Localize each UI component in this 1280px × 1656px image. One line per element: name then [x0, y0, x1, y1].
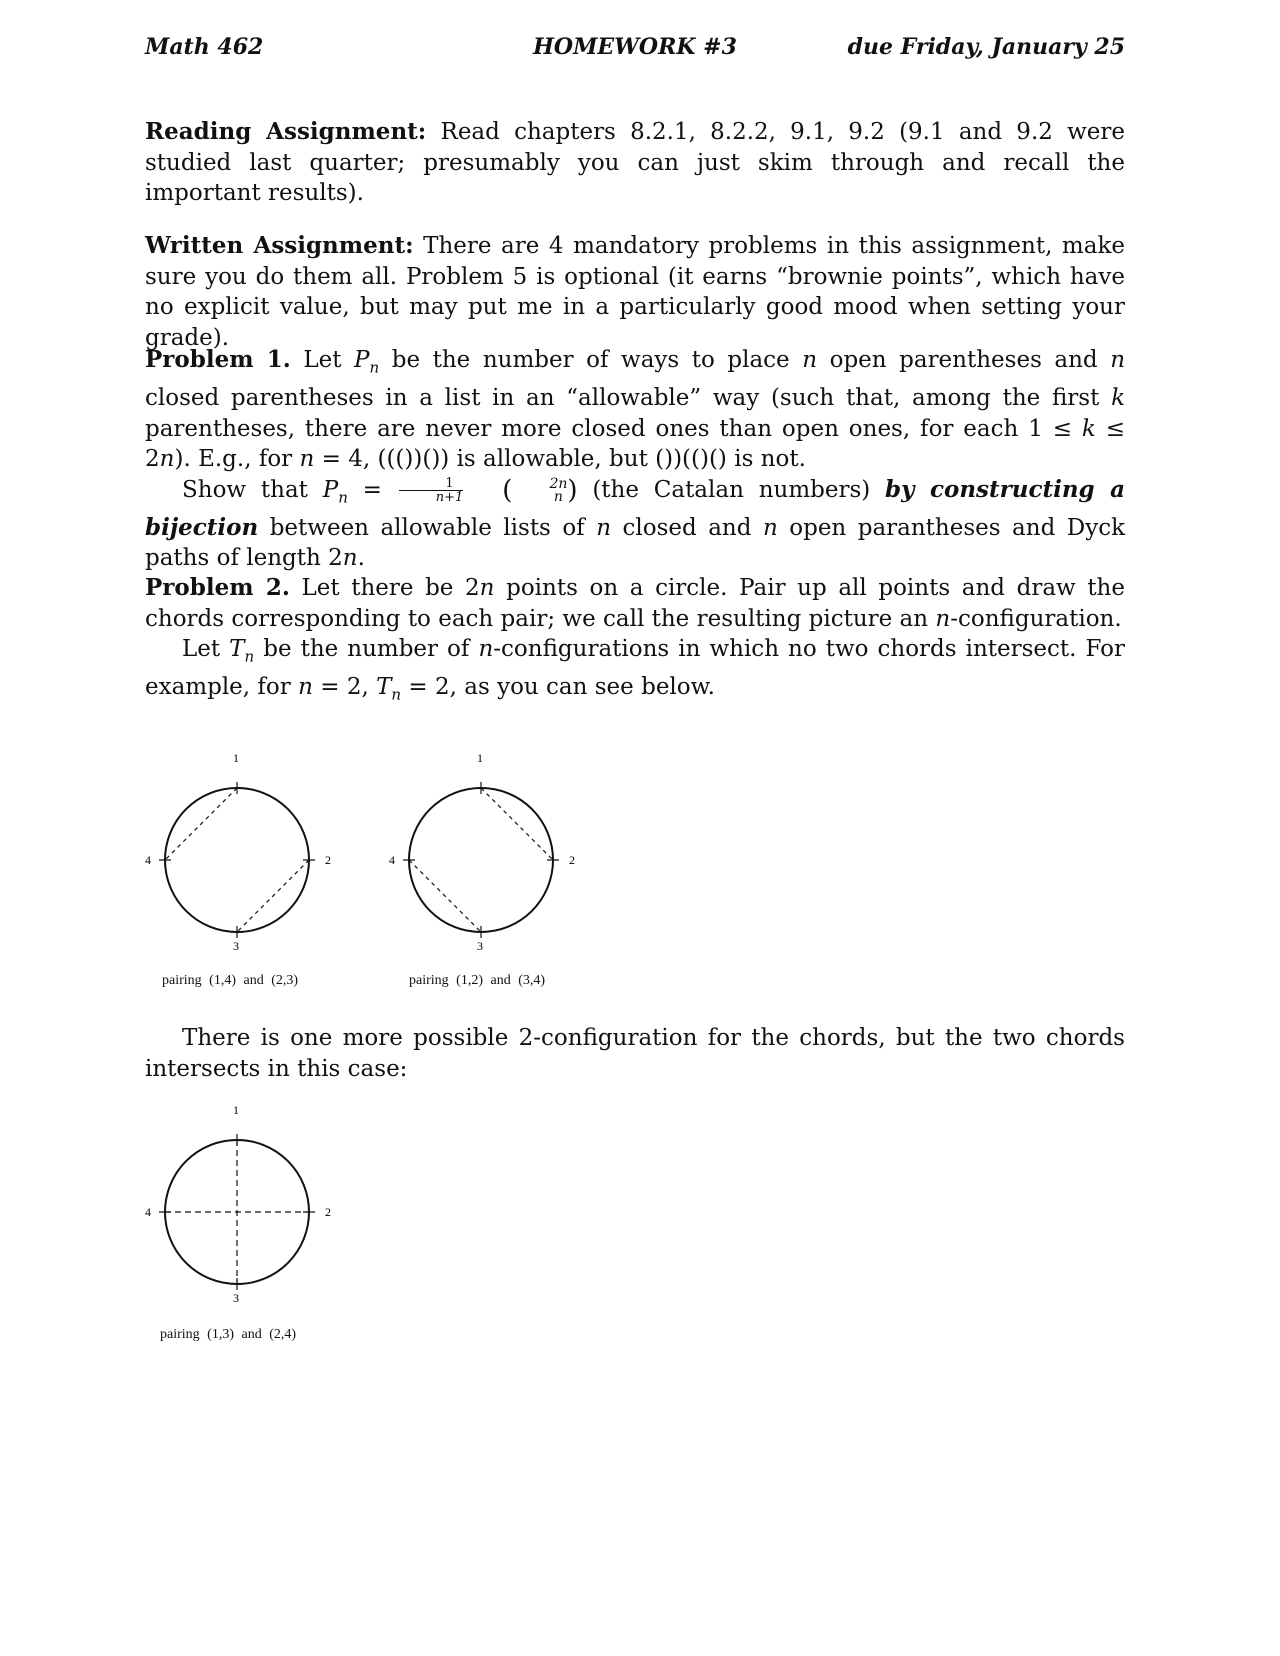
problem-2: Problem 2. Let there be 2n points on a circle. Pair up all points and draw the chords corresponding to each pair; we call the resulting picture an n-configuration. Let $T_n$ be the number of n-configurations in which no two chords intersect. For example, for n = 2, $T_n = 2$, as you can see below.	[145, 573, 1125, 710]
assignment-title: HOMEWORK #3	[533, 34, 737, 60]
configuration-figure-2	[389, 748, 589, 953]
problem-1: Problem 1. Let $P_n$ be the number of ways to place n open parentheses and n closed parentheses in a list in an “allowable” way (such that, among the first k parentheses, there are never more closed ones than open ones, for each 1 ≤ k ≤ 2n). E.g., for n = 4, ((())()) is allowable, but ())(()() is not. Show that $P_n$ = $\frac{1}{n+1}$ ( 2n n ) (the Catalan numbers) by constructing a bijection between allowable lists of n closed and n open parantheses and Dyck paths of length 2n.	[145, 345, 1125, 574]
point-label-2: 2	[569, 853, 575, 867]
written-text: There are 4 mandatory problems in this assignment, make sure you do them all. Problem 5 is optional (it earns “brownie points”, which have no explicit value, but may put me in a particularly good mood when setting your grade).	[145, 233, 1125, 351]
caption-figure-2: pairing (1,2) and (3,4)	[409, 973, 546, 988]
point-label-4: 4	[145, 1205, 151, 1219]
problem-2-heading: Problem 2.	[145, 574, 290, 601]
written-assignment	[145, 231, 1125, 353]
binomial-coefficient: ( 2n n )	[502, 475, 578, 506]
point-label-3: 3	[233, 939, 239, 953]
point-label-2: 2	[325, 853, 331, 867]
circle	[409, 788, 553, 932]
problem-2-continued: There is one more possible 2-configuration for the chords, but the two chords intersects in this case:	[145, 1025, 1125, 1082]
problem-1-heading: Problem 1.	[145, 346, 291, 373]
point-ticks	[403, 782, 559, 938]
point-label-1: 1	[477, 751, 483, 765]
problem-2-definition: Let $T_n$ be the number of n-configurations in which no two chords intersect. For example, for n = 2, $T_n = 2$, as you can see below.	[145, 636, 1126, 704]
due-date: due Friday, January 25	[847, 34, 1125, 60]
configuration-figure-3	[145, 1100, 345, 1310]
point-ticks	[159, 782, 315, 938]
emphasis-bijection: by constructing a bijection	[145, 475, 1126, 541]
point-label-4: 4	[145, 853, 151, 867]
point-label-4: 4	[389, 853, 395, 867]
point-label-1: 1	[233, 1103, 239, 1117]
written-heading: Written Assignment:	[145, 232, 414, 259]
point-label-1: 1	[233, 751, 239, 765]
course-name: Math 462	[145, 34, 264, 60]
caption-figure-3: pairing (1,3) and (2,4)	[160, 1327, 297, 1342]
reading-text: Read chapters 8.2.1, 8.2.2, 9.1, 9.2 (9.1 and 9.2 were studied last quarter; presumably you can just skim through and recall the important results).	[145, 119, 1126, 206]
page-header	[145, 34, 1125, 70]
caption-figure-1: pairing (1,4) and (2,3)	[162, 973, 299, 988]
point-label-3: 3	[477, 939, 483, 953]
catalan-fraction: $\frac{1}{n+1}$	[399, 477, 464, 504]
configuration-figure-1	[145, 748, 345, 953]
reading-heading: Reading Assignment:	[145, 118, 427, 145]
circle	[165, 788, 309, 932]
problem-1-task: Show that $P_n$ = $\frac{1}{n+1}$ ( 2n n ) (the Catalan numbers) by constructing a bijection between allowable lists of n closed and n open parantheses and Dyck paths of length 2n.	[145, 475, 1126, 572]
reading-assignment	[145, 117, 1125, 209]
point-label-2: 2	[325, 1205, 331, 1219]
point-label-3: 3	[233, 1291, 239, 1305]
